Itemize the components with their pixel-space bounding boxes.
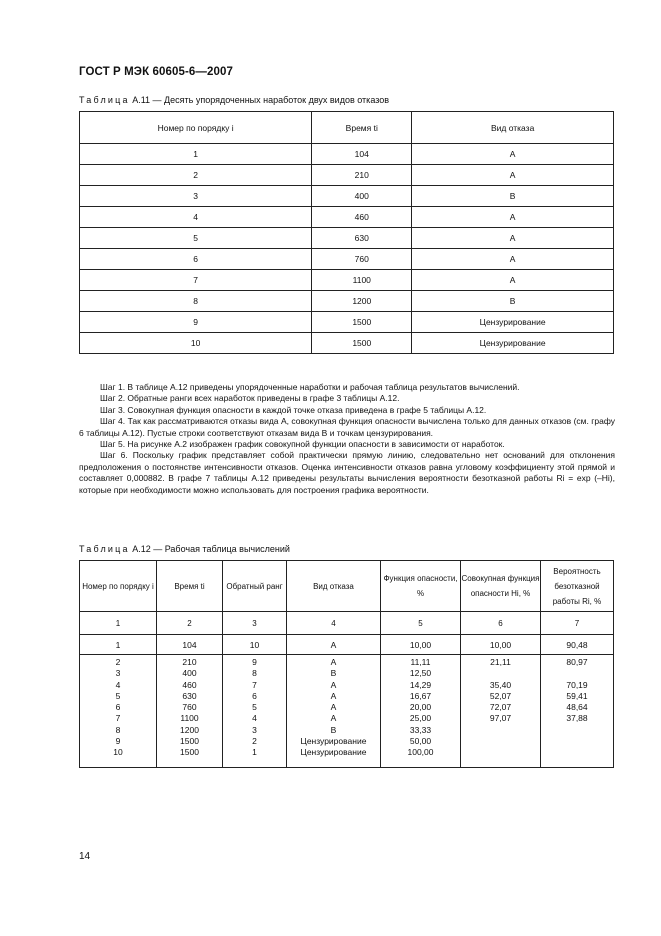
table-cell: A [412, 144, 614, 165]
table-cell: 10,00 [461, 635, 541, 655]
table-row [80, 333, 614, 354]
table-cell-line: 6 [252, 690, 257, 701]
table-row [80, 312, 614, 333]
table-cell-line [541, 736, 613, 747]
table-cell: B [412, 186, 614, 207]
table-cell: 400 [312, 186, 412, 207]
table-cell-line: 21,11 [490, 657, 511, 667]
table-cell: 10 [80, 333, 312, 354]
caption-word: Таблица [79, 95, 130, 105]
table-cell-line [461, 736, 540, 747]
table-cell: 90,48 [541, 635, 614, 655]
table-cell-line: 72,07 [489, 702, 512, 713]
table-cell: 6 [80, 249, 312, 270]
table-cell: 2 [80, 165, 312, 186]
step-paragraph: Шаг 2. Обратные ранги всех наработок приведены в графе 3 таблицы А.12. [100, 393, 400, 404]
header-cell: Номер по порядку i [80, 112, 312, 144]
table-cell-line: 1 [252, 747, 257, 758]
column-number-cell: 6 [461, 612, 541, 635]
table-cell: 1500 [312, 312, 412, 333]
column-number-cell: 5 [381, 612, 461, 635]
table-cell-line: 3 [115, 668, 121, 679]
table-cell-line: 5 [252, 702, 257, 713]
table-cell-line: B [330, 724, 337, 735]
table-row [80, 207, 614, 228]
table-cell-line: A [330, 679, 337, 690]
table-cell-line: 210 [182, 657, 197, 667]
table-cell-line: A [330, 702, 337, 713]
table-cell-line: 8 [252, 668, 257, 679]
header-cell: Совокупная функция опасности Hi, % [461, 561, 541, 612]
page-number: 14 [79, 851, 91, 862]
table-row [80, 291, 614, 312]
table-cell: 5 [80, 228, 312, 249]
table-cell-line: 10 [113, 747, 123, 758]
table-cell-stack [461, 655, 541, 768]
table-row [80, 249, 614, 270]
table-cell-line: 9 [252, 657, 257, 667]
table-cell-line [461, 725, 540, 736]
table-cell-line: 5 [115, 690, 121, 701]
table-cell: 4 [80, 207, 312, 228]
table-cell-line: 37,88 [566, 713, 588, 724]
table-cell-line: 9 [115, 736, 121, 747]
table-cell-line: 16,67 [409, 690, 432, 701]
table-cell: A [412, 165, 614, 186]
table-row [80, 165, 614, 186]
table-cell-line: 12,50 [409, 668, 432, 679]
table-cell-line: 100,00 [407, 747, 434, 758]
step-paragraph: Шаг 6. Поскольку график представляет собой практически прямую линию, следовательно нет оснований для отклонения предположения о постоянстве интенсивности отказов. Оценка интенсивности отказов равна угловому коэффициенту этой прямой и составляет 0,000882. В графе 7 таблицы А.12 приведены результаты вычисления вероятности безотказной работы Ri = exp (–Hi), которые при необходимости можно использовать для построения графика вероятности. [79, 450, 615, 495]
table-cell-line: 760 [182, 702, 197, 713]
table-a12 [79, 560, 614, 768]
column-number-cell: 4 [287, 612, 381, 635]
table-cell: 760 [312, 249, 412, 270]
column-number-cell: 1 [80, 612, 157, 635]
step-paragraph: Шаг 4. Так как рассматриваются отказы вида A, совокупная функция опасности вычислена только для данных отказов (см. графу 6 таблицы А.12). Пустые строки соответствуют отказам вида B и точкам цензурирования. [79, 416, 615, 438]
header-cell: Обратный ранг [223, 561, 287, 612]
table-cell: A [412, 207, 614, 228]
table-cell-line: 8 [115, 724, 121, 735]
column-number-cell: 7 [541, 612, 614, 635]
table-cell-line: 1200 [180, 724, 199, 735]
table-cell-line: A [330, 690, 337, 701]
table-row [80, 228, 614, 249]
table-cell-line: 7 [252, 679, 257, 690]
table-cell: 210 [312, 165, 412, 186]
table-cell-line: 4 [115, 679, 121, 690]
table-cell: 1100 [312, 270, 412, 291]
table-cell-stack [223, 655, 287, 768]
table-cell: 104 [312, 144, 412, 165]
table-cell-stack [80, 655, 157, 768]
step-paragraph: Шаг 5. На рисунке А.2 изображен график совокупной функции опасности в зависимости от наработок. [100, 439, 505, 450]
table-cell-line: 630 [182, 690, 197, 701]
column-number-cell: 3 [223, 612, 287, 635]
caption-text: А.12 — Рабочая таблица вычислений [129, 544, 290, 554]
header-cell: Время ti [157, 561, 223, 612]
table-cell-line: B [330, 668, 337, 679]
table-cell: B [412, 291, 614, 312]
table-cell-line: 25,00 [409, 713, 432, 724]
table-cell: 460 [312, 207, 412, 228]
table-row [80, 270, 614, 291]
table-cell: 9 [80, 312, 312, 333]
header-cell: Функция опасности, % [381, 561, 461, 612]
table-cell: 1 [80, 144, 312, 165]
table-cell-line: 20,00 [409, 702, 432, 713]
table-cell-line: 11,11 [410, 657, 431, 667]
table-cell-stack [541, 655, 614, 768]
table-cell: 1200 [312, 291, 412, 312]
table-cell-line: 70,19 [566, 679, 588, 690]
table-a12-caption [79, 544, 290, 554]
header-cell: Вид отказа [287, 561, 381, 612]
caption-text: А.11 — Десять упорядоченных наработок двух видов отказов [129, 95, 390, 105]
table-cell-line [541, 668, 613, 679]
table-cell-stack [287, 655, 381, 768]
table-row [80, 144, 614, 165]
table-cell: 7 [80, 270, 312, 291]
header-cell: Время ti [312, 112, 412, 144]
table-cell-line [541, 725, 613, 736]
table-row [80, 186, 614, 207]
steps-text [79, 382, 615, 496]
table-cell-line: 3 [252, 724, 257, 735]
table-cell-line: 1100 [180, 713, 199, 724]
table-cell-stack [381, 655, 461, 768]
table-cell-line: 14,29 [409, 679, 432, 690]
table-cell: 3 [80, 186, 312, 207]
table-cell-line: 6 [115, 702, 121, 713]
column-number-cell: 2 [157, 612, 223, 635]
table-cell-line: Цензурирование [300, 736, 367, 747]
table-cell-line: 35,40 [489, 679, 512, 690]
table-cell-line [461, 747, 540, 758]
table-cell-line: 400 [182, 668, 197, 679]
table-cell-line: 97,07 [489, 713, 512, 724]
table-cell: 10,00 [381, 635, 461, 655]
table-cell-line: Цензурирование [300, 747, 367, 758]
table-cell: 104 [157, 635, 223, 655]
table-cell: 8 [80, 291, 312, 312]
step-paragraph: Шаг 1. В таблице А.12 приведены упорядоченные наработки и рабочая таблица результатов вычислений. [100, 382, 520, 392]
table-cell-line: 1500 [180, 736, 199, 747]
table-cell-line [461, 668, 540, 679]
table-cell-line: 2 [252, 736, 257, 747]
table-cell-line: 1500 [180, 747, 199, 758]
table-cell: 10 [223, 635, 287, 655]
table-cell-line: 33,33 [409, 724, 432, 735]
table-cell-line: 48,64 [566, 702, 588, 713]
header-cell: Вид отказа [412, 112, 614, 144]
table-cell-line [541, 747, 613, 758]
table-cell: A [412, 249, 614, 270]
table-cell-line: 2 [115, 657, 121, 667]
table-cell-line: 7 [115, 713, 121, 724]
table-cell-line: 460 [182, 679, 197, 690]
header-cell: Вероятность безотказной работы Ri, % [541, 561, 614, 612]
table-cell: A [287, 635, 381, 655]
caption-word: Таблица [79, 544, 130, 554]
table-cell: A [412, 228, 614, 249]
table-cell-line: 52,07 [489, 690, 512, 701]
table-cell-line: 80,97 [566, 657, 588, 667]
table-cell-line: 4 [252, 713, 257, 724]
table-cell: 630 [312, 228, 412, 249]
table-cell: Цензурирование [412, 312, 614, 333]
table-cell-line: 59,41 [566, 690, 588, 701]
table-cell-stack [157, 655, 223, 768]
header-cell: Номер по порядку i [80, 561, 157, 612]
document-header: ГОСТ Р МЭК 60605-6—2007 [79, 66, 233, 78]
table-a11-caption [79, 95, 389, 105]
table-cell: A [412, 270, 614, 291]
table-cell: 1 [80, 635, 157, 655]
table-cell-line: A [330, 657, 337, 667]
table-cell: 1500 [312, 333, 412, 354]
step-paragraph: Шаг 3. Совокупная функция опасности в каждой точке отказа приведена в графе 5 таблицы А.12. [100, 404, 487, 415]
table-a11 [79, 111, 614, 354]
table-cell-line: A [330, 713, 337, 724]
table-cell: Цензурирование [412, 333, 614, 354]
table-cell-line: 50,00 [409, 736, 432, 747]
